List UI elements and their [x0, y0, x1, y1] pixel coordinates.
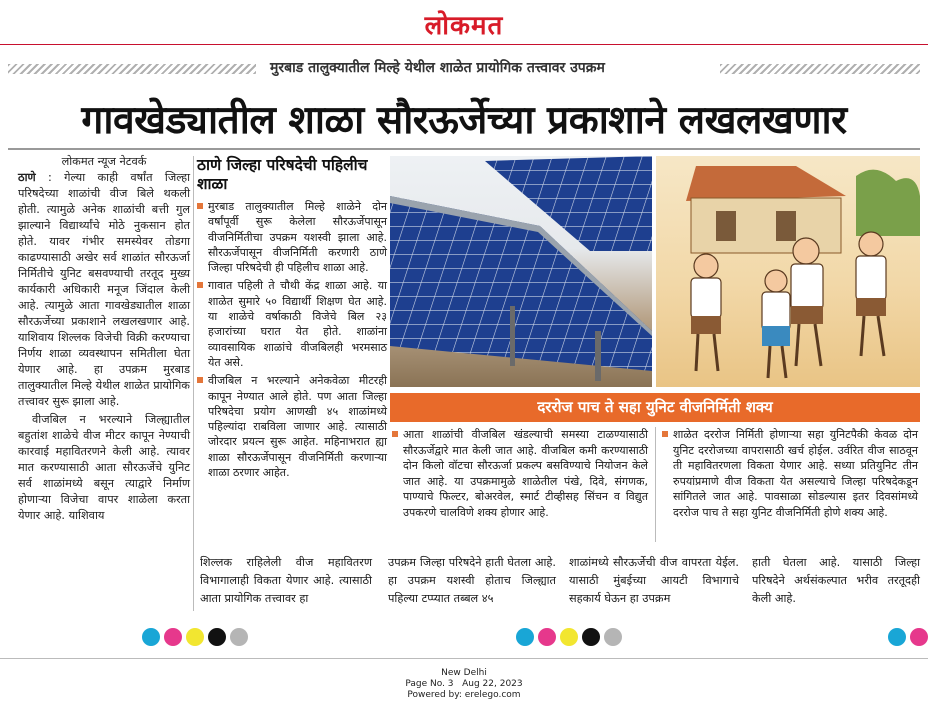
- children-drawing: [656, 156, 920, 387]
- banner-heading: दररोज पाच ते सहा युनिट वीजनिर्मिती शक्य: [390, 393, 920, 422]
- bullet-list: [197, 199, 387, 483]
- cyan-dot: [888, 628, 906, 646]
- bottom-column-3: शाळांमध्ये सौरऊर्जेची वीज वापरता येईल. यासाठी मुंबईच्या आयटी विभागाचे सहकार्य घेऊन हा उपक्रम: [569, 556, 739, 605]
- magenta-dot: [910, 628, 928, 646]
- dateline: ठाणे: [18, 171, 36, 184]
- bullet-text: गावात पहिली ते चौथी केंद्र शाळा आहे. या शाळेत सुमारे ५० विद्यार्थी शिक्षण घेत आहे. या शाळेचे वर्षाकाठी विजेचे बिल २३ हजारांच्या घरात येत होते. शाळांना व्यावसायिक शाळांचे वीजबिलही भरमसाठ येत असे.: [208, 279, 387, 369]
- bullet-text: मुरबाड तालुक्यातील मिल्हे शाळेने दोन वर्षांपूर्वी सुरू केलेला सौरऊर्जेपासून वीजनिर्मितीचा उपक्रम यशस्वी झाला आहे. सौरऊर्जेपासून वीजनिर्मिती करणारी ठाणे जिल्हा परिषदेची ही पहिलीच शाळा आहे.: [208, 200, 387, 275]
- solar-panel-illustration: [390, 156, 652, 387]
- hatch-left: [8, 64, 256, 74]
- cyan-dot: [142, 628, 160, 646]
- banner-column-2: [662, 427, 918, 520]
- bullet-item: [392, 427, 648, 520]
- bullet-item: [197, 373, 387, 480]
- footer: [0, 668, 928, 701]
- kicker: मुरबाड तालुक्यातील मिल्हे येथील शाळेत प्रायोगिक तत्त्वावर उपक्रम: [270, 60, 605, 76]
- school-children-illustration: [656, 156, 920, 387]
- bullet-square-icon: [197, 203, 203, 209]
- cyan-dot: [516, 628, 534, 646]
- column-rule: [193, 156, 194, 611]
- black-dot: [208, 628, 226, 646]
- footer-page-date: [0, 679, 928, 690]
- black-dot: [582, 628, 600, 646]
- yellow-dot: [186, 628, 204, 646]
- bottom-column-1: शिल्लक राहिलेली वीज महावितरण विभागालाही विकता येणार आहे. त्यासाठी आता प्रायोगिक तत्त्वावर हा: [200, 556, 372, 605]
- banner-column-1: [392, 427, 648, 520]
- masthead: [0, 0, 928, 45]
- bullet-item: [662, 427, 918, 520]
- solar-panel-photo: [390, 156, 652, 387]
- footer-city: New Delhi: [441, 668, 487, 678]
- magenta-dot: [538, 628, 556, 646]
- gray-dot: [604, 628, 622, 646]
- kicker-row: [8, 56, 920, 82]
- hatch-right: [720, 64, 920, 74]
- bullet-text: वीजबिल न भरल्याने अनेकवेळा मीटरही कापून नेण्यात आले होते. पण आता जिल्हा परिषदेचा प्रयोग आणखी ४५ शाळांमध्ये पहिल्यांदा राबविला जाणार आहे. त्यासाठी जोरदार प्रयत्न सुरू आहेत. महिनाभरात ह्या शाळा सौरऊर्जेपासून वीजनिर्मिती करणाऱ्या शाळा ठरणार आहेत.: [208, 374, 387, 480]
- footer-page: Page No. 3: [405, 679, 454, 689]
- bullet-text: आता शाळांची वीजबिल खंडल्याची समस्या टाळण्यासाठी सौरऊर्जेद्वारे मात केली जात आहे. वीजबिल कमी करण्यासाठी दोन किलो वॉटचा सौरऊर्जा प्रकल्प बसविण्याचे नियोजन केले जात आहे. या उपक्रमामुळे शाळेतील पंखे, दिवे, संगणक, पाण्याचे फिल्टर, बोअरवेल, स्मार्ट टीव्हीसह सिंचन व विद्युत उपकरणे चालविणे शक्य होणार आहे.: [403, 428, 648, 519]
- registration-marks-center: [516, 628, 622, 646]
- footer-date: Aug 22, 2023: [462, 679, 523, 689]
- footer-powered: Powered by: erelego.com: [407, 690, 521, 700]
- magenta-dot: [164, 628, 182, 646]
- article-column-1: [18, 154, 190, 524]
- footer-divider: [0, 658, 928, 659]
- registration-marks-left: [142, 628, 248, 646]
- paragraph-1: [18, 170, 190, 410]
- bullet-square-icon: [392, 431, 398, 437]
- bottom-column-4: हाती घेतला आहे. यासाठी जिल्हा परिषदेने अर्थसंकल्पात भरीव तरतूदही केली आहे.: [752, 556, 920, 605]
- newspaper-logo: लोकमत: [424, 11, 504, 41]
- subheading: ठाणे जिल्हा परिषदेची पहिलीच शाळा: [197, 156, 368, 193]
- gray-dot: [230, 628, 248, 646]
- yellow-dot: [560, 628, 578, 646]
- headline: गावखेड्यातील शाळा सौरऊर्जेच्या प्रकाशाने लखलखणार: [81, 98, 847, 143]
- bullet-square-icon: [197, 377, 203, 383]
- banner-column-rule: [655, 427, 656, 542]
- bullet-square-icon: [662, 431, 668, 437]
- registration-marks-right: [888, 628, 928, 646]
- bullet-square-icon: [197, 282, 203, 288]
- paragraph-2: वीजबिल न भरल्याने जिल्ह्यातील बहुतांश शाळेचे वीज मीटर कापून नेण्याची कारवाई महावितरणने केली आहे. त्यावर मात करण्यासाठी आता सौरऊर्जेचे युनिट सर्व शाळांमध्ये बसून त्याद्वारे निर्माण होणाऱ्या विजेचा वापर शाळेला करता येणार आहे. याशिवाय: [18, 413, 190, 522]
- paragraph-1-text: : गेल्या काही वर्षांत जिल्हा परिषदेच्या शाळांची वीज बिले थकली होती. त्यामुळे अनेक शाळांची बत्ती गुल झाल्याने विद्यार्थ्यांचे मोठे नुकसान होत होते. यावर गंभीर समस्येवर तोडगा काढण्यासाठी अखेर सर्व शाळांत सौरऊर्जा निर्मितीचे युनिट बसवण्याची तरतूद मुख्य कार्यकारी अधिकारी मनूज जिंदाल केली आहे. त्यामुळे आता गावखेड्यातील शाळा सौरऊर्जेच्या प्रकाशाने लखलखणार आहे. याशिवाय शिल्लक विजेची विक्री करण्याचा निर्णय शाळा व्यवस्थापन समितीला घेता येणार आहे. हा उपक्रम मुरबाड तालुक्यातील मिल्हे येथील शाळेत प्रायोगिक तत्त्वावर सुरू झाला आहे.: [18, 171, 190, 408]
- bullet-item: [197, 278, 387, 370]
- bullet-item: [197, 199, 387, 275]
- headline-rule: [8, 148, 920, 150]
- byline: लोकमत न्यूज नेटवर्क: [61, 155, 147, 168]
- bullet-text: शाळेत दररोज निर्मिती होणाऱ्या सहा युनिटपैकी केवळ दोन युनिट दररोजच्या वापरासाठी खर्च होईल. उर्वरित वीज साठवून ती महावितरणला विकता येणार आहे. सध्या प्रतियुनिट तीन रुपयांप्रमाणे वीज विकता येत असल्याचे जिल्हा परिषदेकडून सांगितले जात आहे. पावसाळा सोडल्यास इतर दिवसांमध्ये दररोज पाच ते सहा युनिट वीजनिर्मिती होणे शक्य आहे.: [673, 428, 918, 519]
- bottom-column-2: उपक्रम जिल्हा परिषदेने हाती घेतला आहे. हा उपक्रम यशस्वी होताच जिल्ह्यात पहिल्या टप्प्यात तब्बल ४५: [388, 556, 556, 605]
